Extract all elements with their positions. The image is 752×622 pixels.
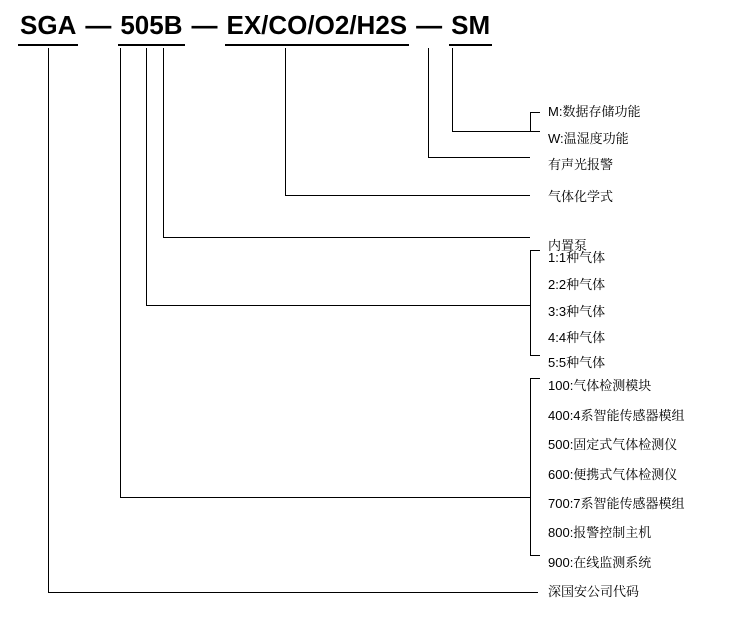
- bracket-series-tick-900: [530, 555, 540, 556]
- code-segment-series: 505B: [118, 10, 184, 46]
- leader-line-series-vertical: [120, 48, 121, 498]
- leader-line-chemistry-horizontal: [285, 195, 530, 196]
- label-series-100: 100:气体检测模块: [548, 378, 652, 393]
- code-segment-sga: SGA: [18, 10, 78, 46]
- label-gascount-5: 5:5种气体: [548, 355, 606, 370]
- bracket-suffix-tick-m: [530, 112, 540, 113]
- leader-line-suffix-vertical: [452, 48, 453, 132]
- label-gas-chemistry: 气体化学式: [548, 189, 614, 204]
- label-suffix-w: W:温湿度功能: [548, 131, 629, 146]
- leader-line-sga-vertical: [48, 48, 49, 593]
- label-gascount-2: 2:2种气体: [548, 277, 606, 292]
- model-code: [18, 10, 492, 46]
- label-series-700: 700:7系智能传感器模组: [548, 496, 685, 511]
- leader-line-gascount-horizontal: [146, 305, 530, 306]
- bracket-suffix-vertical: [530, 112, 531, 132]
- leader-line-series-horizontal: [120, 497, 530, 498]
- label-gascount-3: 3:3种气体: [548, 304, 606, 319]
- leader-line-pump-vertical: [163, 48, 164, 238]
- code-segment-gases: EX/CO/O2/H2S: [225, 10, 410, 46]
- leader-line-gascount-vertical: [146, 48, 147, 306]
- label-gascount-4: 4:4种气体: [548, 330, 606, 345]
- bracket-series-vertical: [530, 378, 531, 556]
- label-series-600: 600:便携式气体检测仪: [548, 467, 678, 482]
- leader-line-pump-horizontal: [163, 237, 530, 238]
- bracket-series-tick-100: [530, 378, 540, 379]
- label-series-400: 400:4系智能传感器模组: [548, 408, 685, 423]
- leader-line-alarm-horizontal: [428, 157, 530, 158]
- leader-line-alarm-vertical: [428, 48, 429, 158]
- label-suffix-m: M:数据存储功能: [548, 104, 641, 119]
- label-series-800: 800:报警控制主机: [548, 525, 652, 540]
- label-series-900: 900:在线监测系统: [548, 555, 652, 570]
- label-series-500: 500:固定式气体检测仪: [548, 437, 678, 452]
- label-gascount-1: 1:1种气体: [548, 250, 606, 265]
- label-built-in-pump: 内置泵: [548, 238, 588, 253]
- bracket-gascount-tick-1: [530, 250, 540, 251]
- bracket-suffix-tick-w: [530, 131, 540, 132]
- bracket-gascount-tick-5: [530, 355, 540, 356]
- label-alarm: 有声光报警: [548, 157, 614, 172]
- leader-line-suffix-horizontal: [452, 131, 530, 132]
- code-dash-2: —: [191, 10, 218, 40]
- bracket-gascount-vertical: [530, 250, 531, 356]
- leader-line-sga-horizontal: [48, 592, 538, 593]
- code-dash-1: —: [85, 10, 112, 40]
- code-segment-suffix: SM: [449, 10, 492, 46]
- label-company-code: 深国安公司代码: [548, 584, 640, 599]
- leader-line-chemistry-vertical: [285, 48, 286, 196]
- code-dash-3: —: [416, 10, 443, 40]
